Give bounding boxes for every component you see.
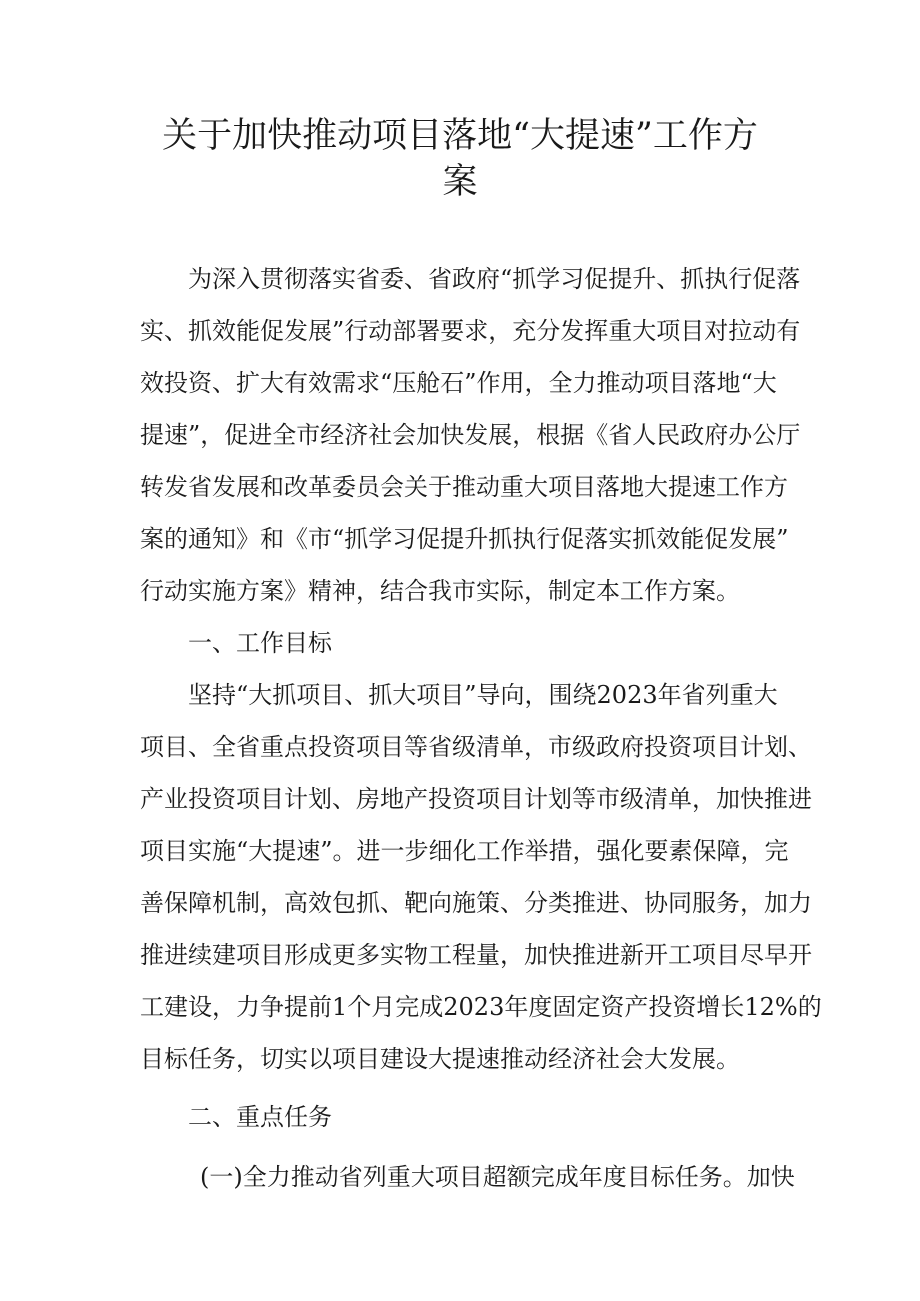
- paragraph-line: 坚持“大抓项目、抓大项目”导向，围绕2023年省列重大: [188, 681, 778, 709]
- paragraph-line: 善保障机制，高效包抓、靶向施策、分类推进、协同服务，加力: [140, 889, 812, 917]
- paragraph-line: 为深入贯彻落实省委、省政府“抓学习促提升、抓执行促落: [188, 265, 801, 293]
- paragraph-line: 目标任务，切实以项目建设大提速推动经济社会大发展。: [140, 1045, 740, 1073]
- paragraph-line: 产业投资项目计划、房地产投资项目计划等市级清单，加快推进: [140, 785, 812, 813]
- paragraph-line: 转发省发展和改革委员会关于推动重大项目落地大提速工作方: [140, 473, 788, 501]
- paragraph-line: 实、抓效能促发展”行动部署要求，充分发挥重大项目对拉动有: [140, 317, 801, 345]
- document-title-line-1: 关于加快推动项目落地“大提速”工作方: [162, 116, 758, 156]
- paragraph-line: 提速”，促进全市经济社会加快发展，根据《省人民政府办公厅: [140, 421, 801, 449]
- section-heading-tasks: 二、重点任务: [188, 1103, 332, 1131]
- paragraph-line: 案的通知》和《市“抓学习促提升抓执行促落实抓效能促发展”: [140, 525, 789, 553]
- paragraph-line: 行动实施方案》精神，结合我市实际，制定本工作方案。: [140, 577, 740, 605]
- paragraph-line: 效投资、扩大有效需求“压舱石”作用，全力推动项目落地“大: [140, 369, 777, 397]
- section-heading-goals: 一、工作目标: [188, 629, 332, 657]
- document-title-line-2: 案: [442, 162, 478, 202]
- subsection-line: (一)全力推动省列重大项目超额完成年度目标任务。加快: [200, 1163, 795, 1191]
- paragraph-line: 工建设，力争提前1个月完成2023年度固定资产投资增长12%的: [140, 993, 822, 1021]
- paragraph-line: 项目、全省重点投资项目等省级清单，市级政府投资项目计划、: [140, 733, 812, 761]
- paragraph-line: 推进续建项目形成更多实物工程量，加快推进新开工项目尽早开: [140, 941, 812, 969]
- paragraph-line: 项目实施“大提速”。进一步细化工作举措，强化要素保障，完: [140, 837, 789, 865]
